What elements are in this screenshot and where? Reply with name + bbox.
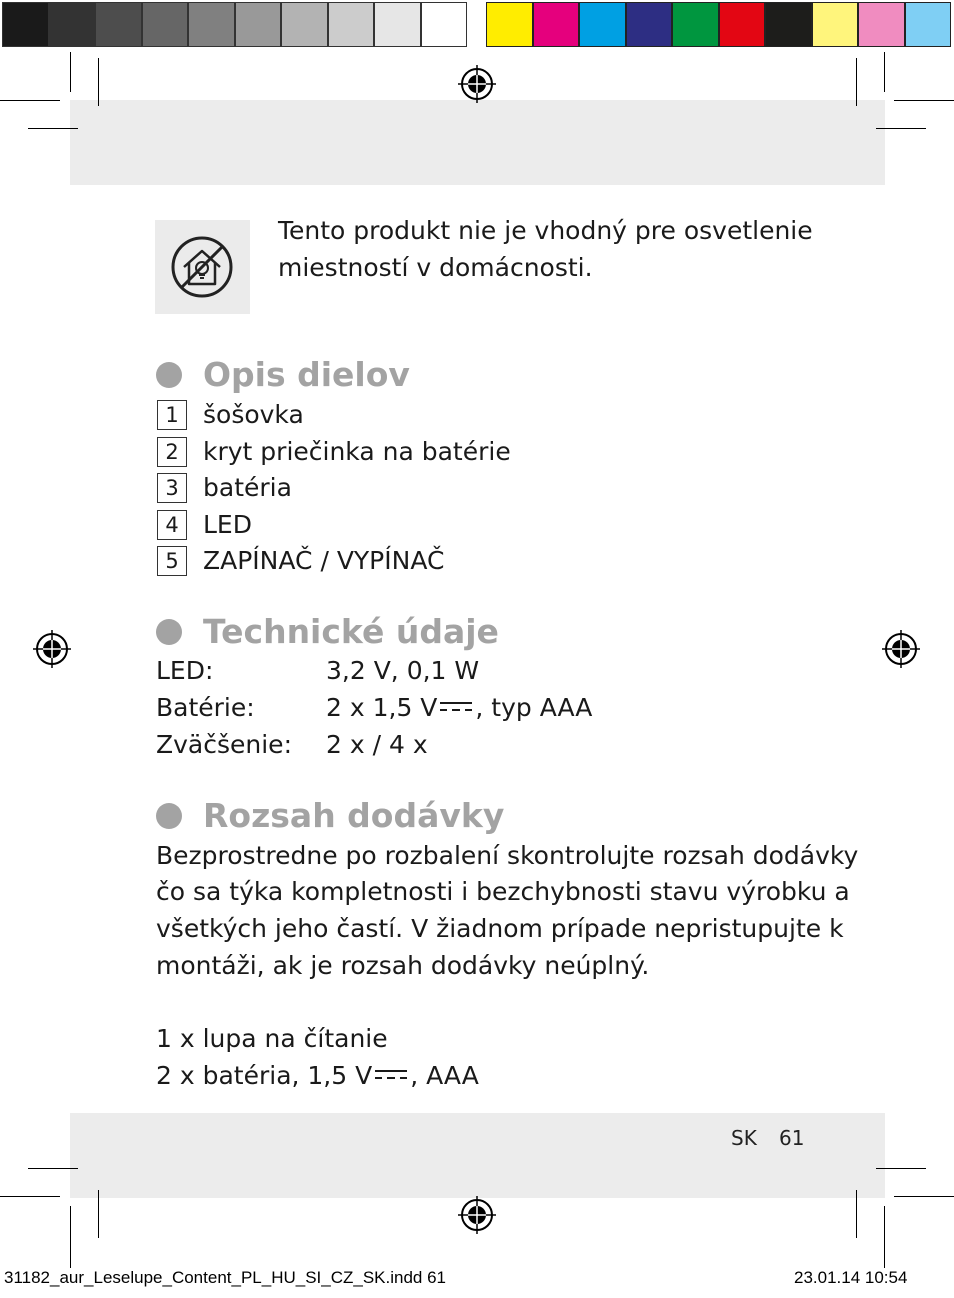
part-label: batéria bbox=[203, 473, 292, 502]
delivery-paragraph-line: Bezprostredne po rozbalení skontrolujte rozsah dodávky bbox=[156, 841, 859, 870]
part-number-box: 3 bbox=[157, 473, 187, 503]
color-swatch bbox=[672, 2, 719, 47]
part-number-box: 5 bbox=[157, 546, 187, 576]
delivery-paragraph-line: čo sa týka kompletnosti i bezchybnosti stavu výrobku a bbox=[156, 877, 850, 906]
delivery-paragraph-line: montáži, ak je rozsah dodávky neúplný. bbox=[156, 951, 650, 980]
part-label: šošovka bbox=[203, 400, 304, 429]
color-swatch bbox=[49, 2, 96, 47]
delivery-heading: Rozsah dodávky bbox=[203, 796, 505, 835]
spec-label-led: LED: bbox=[156, 656, 214, 685]
part-number-box: 4 bbox=[157, 510, 187, 540]
color-swatch bbox=[486, 2, 533, 47]
page-language: SK bbox=[731, 1126, 757, 1150]
color-swatch bbox=[142, 2, 189, 47]
color-swatch bbox=[765, 2, 812, 47]
color-swatch bbox=[905, 2, 952, 47]
part-number-box: 2 bbox=[157, 437, 187, 467]
color-swatch bbox=[374, 2, 421, 47]
delivery-item-batteries-main: 2 x batéria, 1,5 V bbox=[156, 1061, 373, 1090]
delivery-item-batteries-type: , AAA bbox=[410, 1061, 479, 1090]
delivery-item-magnifier: 1 x lupa na čítanie bbox=[156, 1024, 388, 1053]
color-swatch bbox=[719, 2, 766, 47]
delivery-item-batteries bbox=[156, 1058, 479, 1094]
header-band bbox=[70, 100, 885, 185]
spec-value-magnification: 2 x / 4 x bbox=[326, 730, 428, 759]
part-label: LED bbox=[203, 509, 252, 539]
spec-label-batteries: Batérie: bbox=[156, 693, 255, 722]
color-swatch bbox=[421, 2, 468, 47]
color-swatch bbox=[2, 2, 49, 47]
color-swatch bbox=[858, 2, 905, 47]
registration-mark-left bbox=[33, 630, 71, 668]
section-bullet bbox=[156, 362, 182, 388]
spec-value-batteries-main: 2 x 1,5 V bbox=[326, 693, 438, 722]
no-house-lighting-icon bbox=[169, 234, 235, 300]
notice-line-1: Tento produkt nie je vhodný pre osvetlenie bbox=[278, 216, 813, 245]
spec-label-magnification: Zväčšenie: bbox=[156, 730, 292, 759]
color-swatch bbox=[626, 2, 673, 47]
notice-icon-box bbox=[155, 220, 250, 314]
color-swatch bbox=[579, 2, 626, 47]
direct-current-icon bbox=[439, 699, 473, 713]
parts-heading: Opis dielov bbox=[203, 355, 410, 394]
direct-current-icon bbox=[374, 1067, 408, 1081]
color-swatch bbox=[812, 2, 859, 47]
slug-filename: 31182_aur_Leselupe_Content_PL_HU_SI_CZ_SK.indd 61 bbox=[4, 1268, 447, 1287]
color-swatch bbox=[328, 2, 375, 47]
page-number: 61 bbox=[779, 1126, 805, 1150]
delivery-paragraph-line: všetkých jeho častí. V žiadnom prípade nepristupujte k bbox=[156, 914, 844, 943]
registration-mark-bottom bbox=[458, 1196, 496, 1234]
spec-value-batteries bbox=[326, 690, 592, 726]
color-swatch bbox=[188, 2, 235, 47]
part-number-box: 1 bbox=[157, 400, 187, 430]
part-label: kryt priečinka na batérie bbox=[203, 436, 511, 466]
color-swatch bbox=[95, 2, 142, 47]
color-calibration-bar bbox=[0, 0, 954, 50]
registration-mark-top bbox=[458, 65, 496, 103]
footer-band bbox=[70, 1113, 885, 1198]
section-bullet bbox=[156, 619, 182, 645]
color-swatch bbox=[533, 2, 580, 47]
color-swatch bbox=[235, 2, 282, 47]
registration-mark-right bbox=[882, 630, 920, 668]
spec-value-batteries-type: , typ AAA bbox=[475, 693, 593, 722]
notice-line-2: miestností v domácnosti. bbox=[278, 253, 593, 282]
color-swatch bbox=[281, 2, 328, 47]
section-bullet bbox=[156, 803, 182, 829]
slug-datetime: 23.01.14 10:54 bbox=[794, 1268, 908, 1287]
spec-value-led: 3,2 V, 0,1 W bbox=[326, 656, 480, 685]
part-label: ZAPÍNAČ / VYPÍNAČ bbox=[203, 546, 445, 575]
specs-heading: Technické údaje bbox=[203, 612, 499, 651]
